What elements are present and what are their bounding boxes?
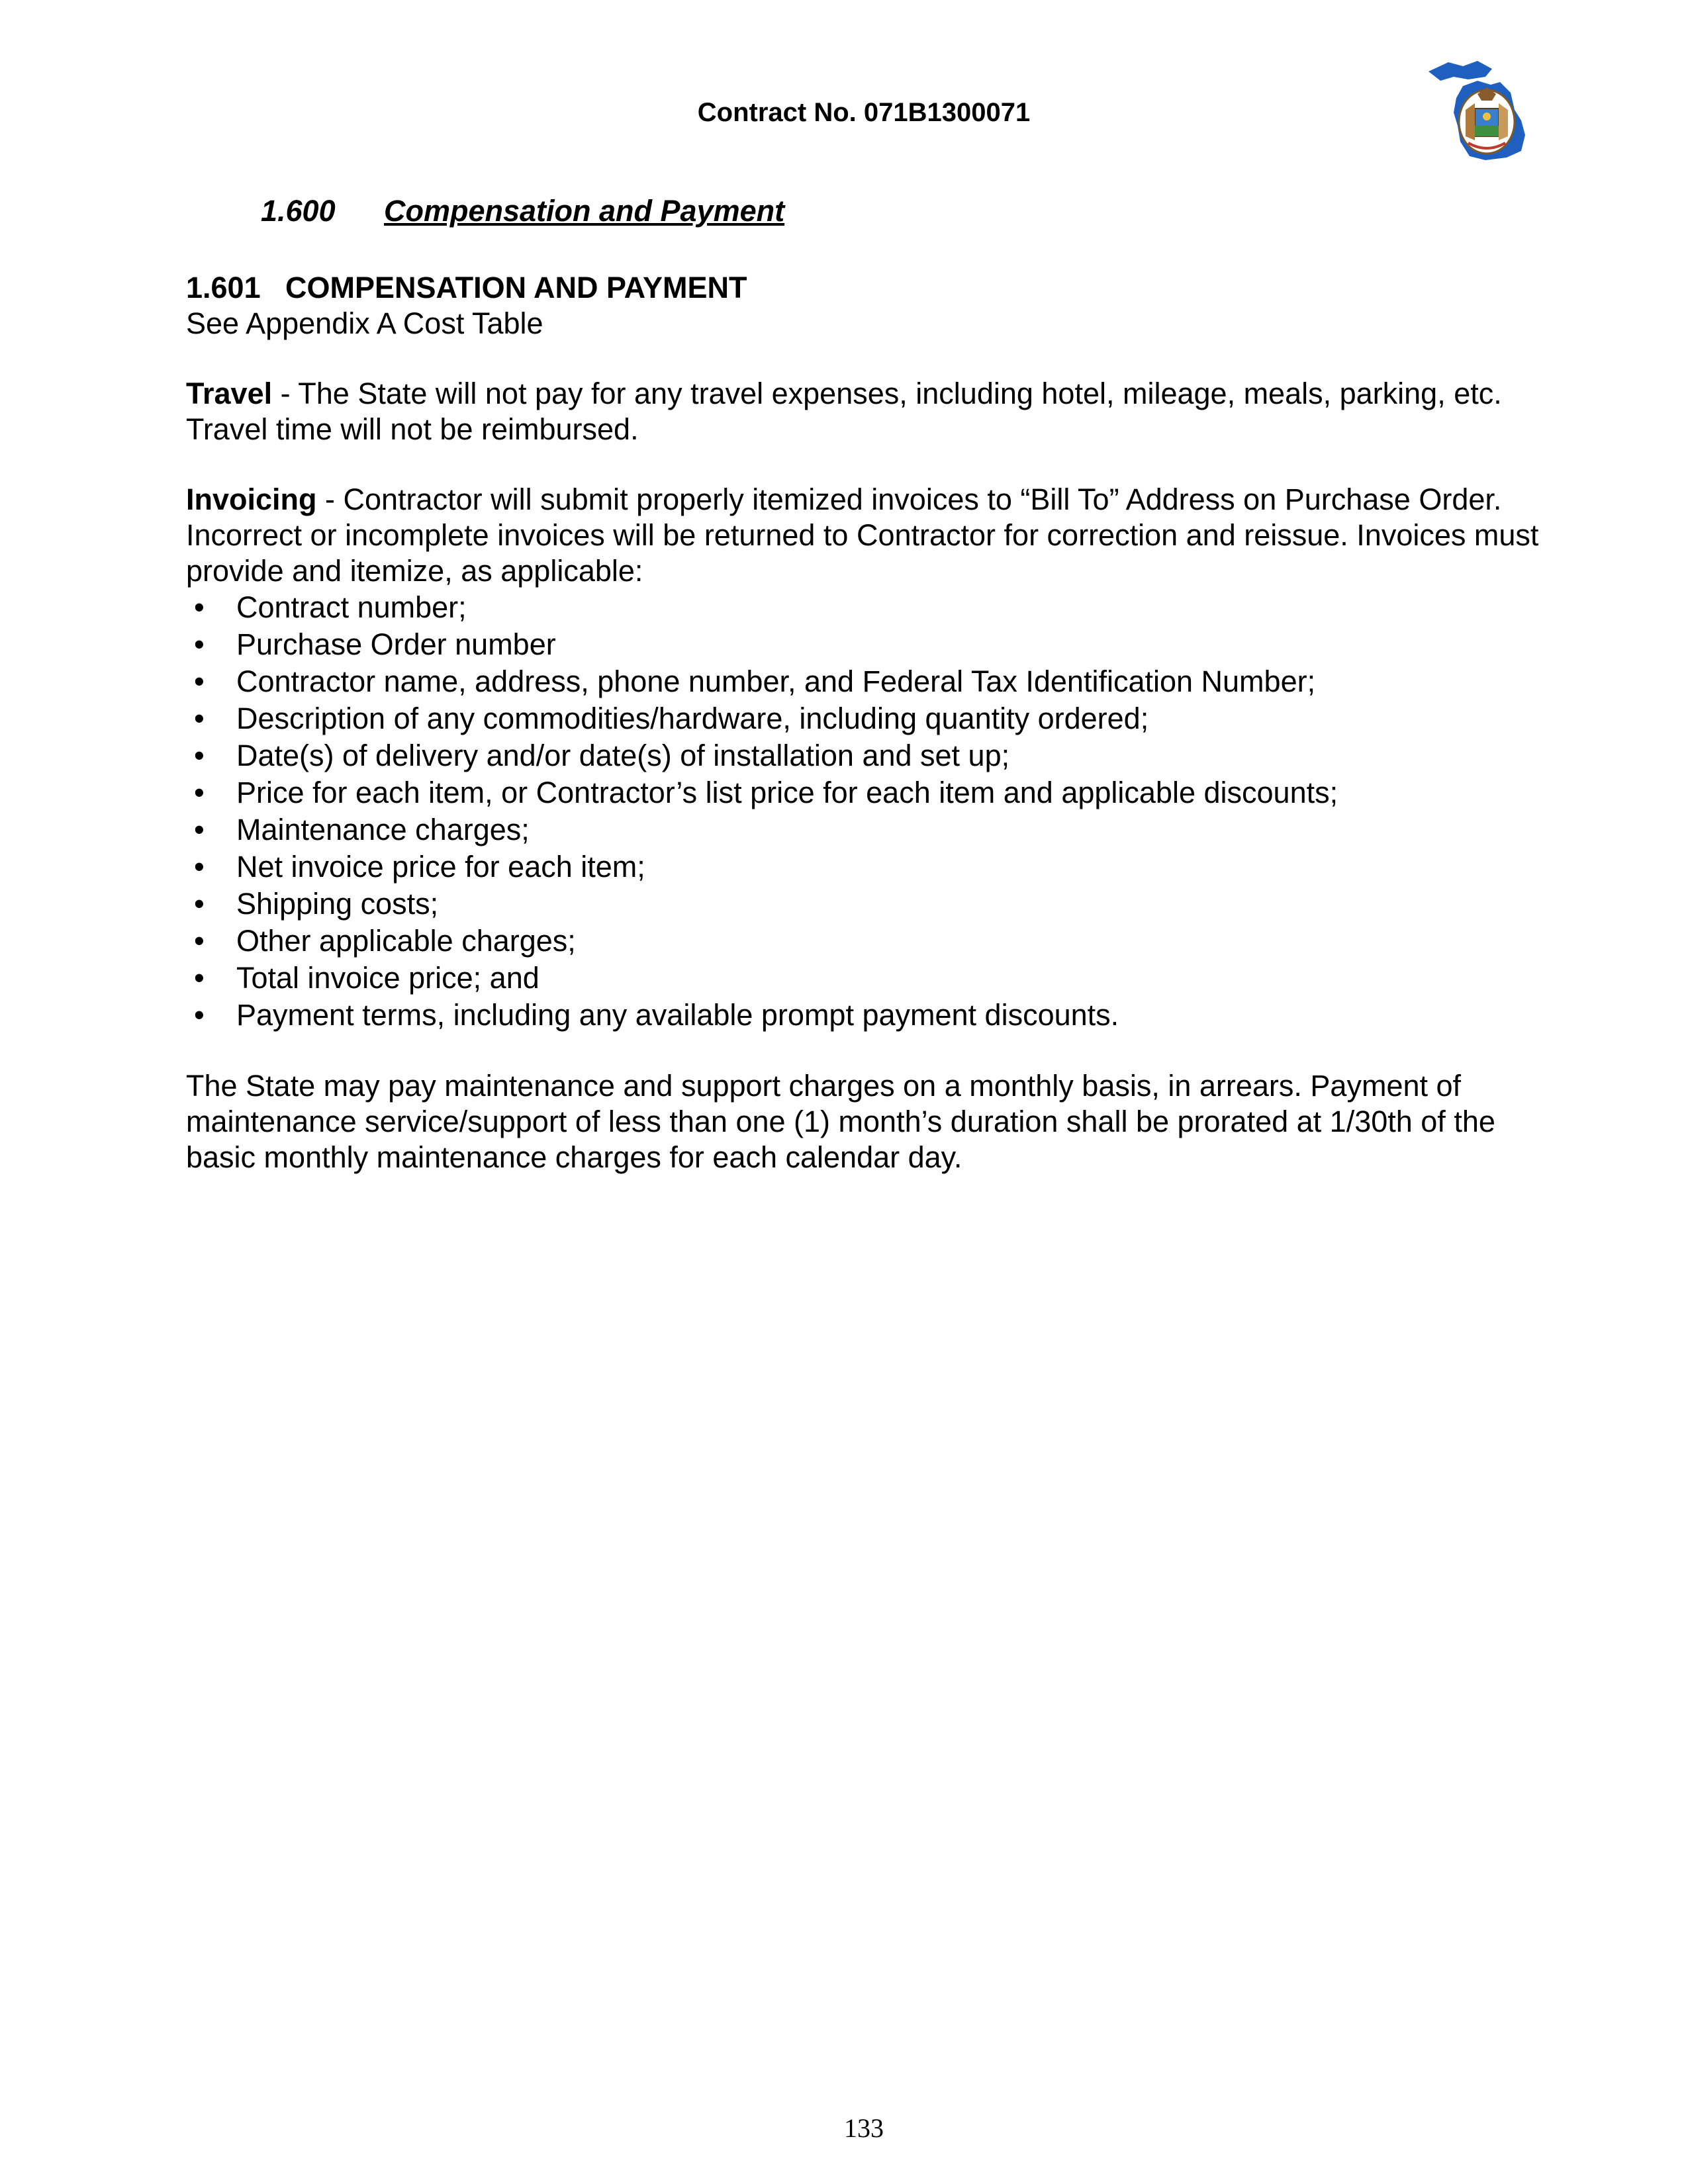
list-item: • Maintenance charges; <box>194 813 530 846</box>
subsection-title: COMPENSATION AND PAYMENT <box>285 271 747 304</box>
contract-number-header: Contract No. 071B1300071 <box>697 98 1031 127</box>
list-item: • Description of any commodities/hardware, including quantity ordered; <box>194 702 1149 735</box>
list-item: • Shipping costs; <box>194 887 439 921</box>
list-item: • Contract number; <box>194 590 467 624</box>
invoicing-text: - Contractor will submit properly itemized invoices to “Bill To” Address on Purchase Order. Incorrect or incomplete invoices will be returned to Contractor for correction and reissue. Invoices must provide and itemize, as applicable: <box>186 482 1539 588</box>
list-item: • Total invoice price; and <box>194 961 539 995</box>
subsection-number: 1.601 <box>186 271 261 304</box>
list-item: • Net invoice price for each item; <box>194 850 645 884</box>
section-number: 1.600 <box>261 194 336 228</box>
maintenance-payment-paragraph: The State may pay maintenance and support charges on a monthly basis, in arrears. Payment of maintenance service/support of less than one (1) month’s duration shall be prorated at 1/30th of the basic monthly maintenance charges for each calendar day. <box>186 1069 1495 1174</box>
list-item: • Other applicable charges; <box>194 924 576 958</box>
section-heading <box>261 193 784 229</box>
travel-text: - The State will not pay for any travel expenses, including hotel, mileage, meals, parking, etc. Travel time will not be reimbursed. <box>186 377 1502 446</box>
michigan-state-seal-logo <box>1422 57 1532 161</box>
cost-table-reference: See Appendix A Cost Table <box>186 306 543 340</box>
invoicing-label: Invoicing <box>186 482 317 516</box>
list-item: • Payment terms, including any available prompt payment discounts. <box>194 998 1119 1032</box>
invoicing-paragraph <box>186 482 1550 589</box>
travel-label: Travel <box>186 377 273 410</box>
list-item: • Purchase Order number <box>194 627 556 661</box>
page-number: 133 <box>844 2113 884 2143</box>
subsection-heading <box>186 270 1550 306</box>
list-item: • Date(s) of delivery and/or date(s) of installation and set up; <box>194 739 1010 772</box>
document-body <box>186 270 1550 1175</box>
list-item: • Price for each item, or Contractor’s list price for each item and applicable discounts; <box>194 776 1338 809</box>
travel-paragraph <box>186 376 1550 447</box>
list-item: • Contractor name, address, phone number, and Federal Tax Identification Number; <box>194 664 1316 698</box>
section-title: Compensation and Payment <box>384 194 785 228</box>
invoice-requirements-list <box>186 589 1550 1034</box>
